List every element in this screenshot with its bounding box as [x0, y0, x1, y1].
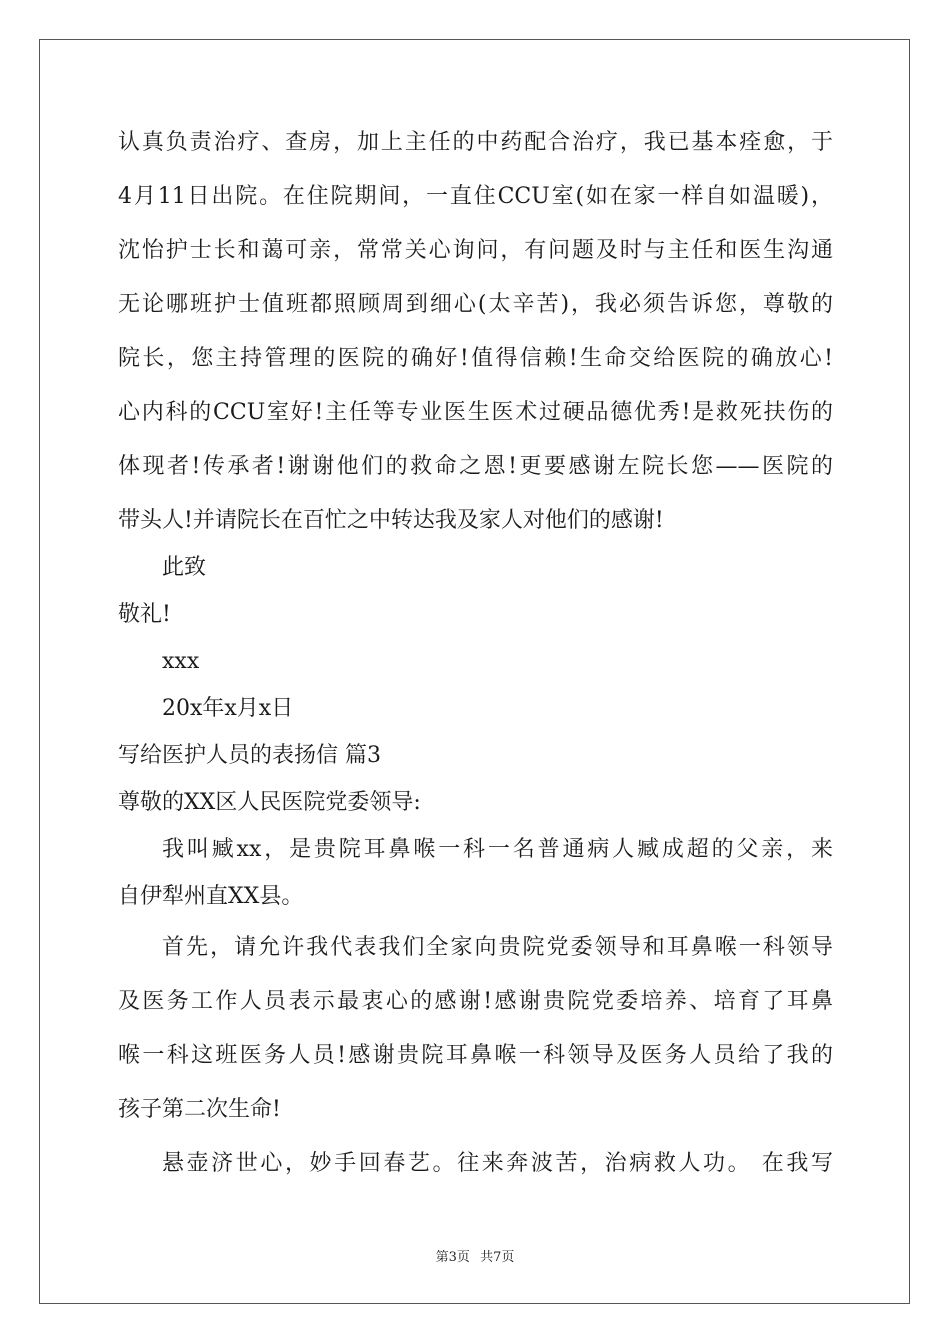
text-line: 及医务工作人员表示最衷心的感谢!感谢贵院党委培养、培育了耳鼻 — [118, 989, 833, 1014]
text-line: 孩子第二次生命! — [118, 1097, 281, 1122]
text-line: 带头人!并请院长在百忙之中转达我及家人对他们的感谢! — [118, 508, 664, 533]
text-line: 体现者!传承者!谢谢他们的救命之恩!更要感谢左院长您——医院的 — [118, 454, 833, 479]
signature-name: xxx — [162, 649, 200, 674]
text-line: 无论哪班护士值班都照顾周到细心(太辛苦)，我必须告诉您，尊敬的 — [118, 292, 833, 317]
signature-date: 20x年x月x日 — [162, 696, 294, 721]
text-line: 认真负责治疗、查房，加上主任的中药配合治疗，我已基本痊愈，于 — [118, 130, 833, 155]
page-number: 第3页 — [435, 1250, 470, 1265]
text-line: 沈怡护士长和蔼可亲，常常关心询问，有问题及时与主任和医生沟通 — [118, 238, 833, 263]
text-line: 4月11日出院。在住院期间，一直住CCU室(如在家一样自如温暖)， — [118, 184, 833, 209]
text-line: 我叫臧xx，是贵院耳鼻喉一科一名普通病人臧成超的父亲，来 — [162, 837, 833, 862]
text-line: 悬壶济世心，妙手回春艺。往来奔波苦，治病救人功。 在我写 — [162, 1151, 833, 1176]
text-line: 院长，您主持管理的医院的确好!值得信赖!生命交给医院的确放心! — [118, 346, 833, 371]
page-footer — [0, 1246, 950, 1265]
closing-phrase: 此致 — [162, 555, 207, 580]
section-title: 写给医护人员的表扬信 篇3 — [118, 743, 381, 768]
text-line: 心内科的CCU室好!主任等专业医生医术过硬品德优秀!是救死扶伤的 — [118, 400, 833, 425]
text-line: 喉一科这班医务人员!感谢贵院耳鼻喉一科领导及医务人员给了我的 — [118, 1043, 833, 1068]
text-line: 自伊犁州直XX县。 — [118, 884, 304, 909]
letter-greeting: 尊敬的XX区人民医院党委领导: — [118, 790, 421, 815]
page-total: 共7页 — [480, 1250, 515, 1265]
text-line: 首先，请允许我代表我们全家向贵院党委领导和耳鼻喉一科领导 — [162, 935, 833, 960]
salutation-closing: 敬礼! — [118, 602, 171, 627]
